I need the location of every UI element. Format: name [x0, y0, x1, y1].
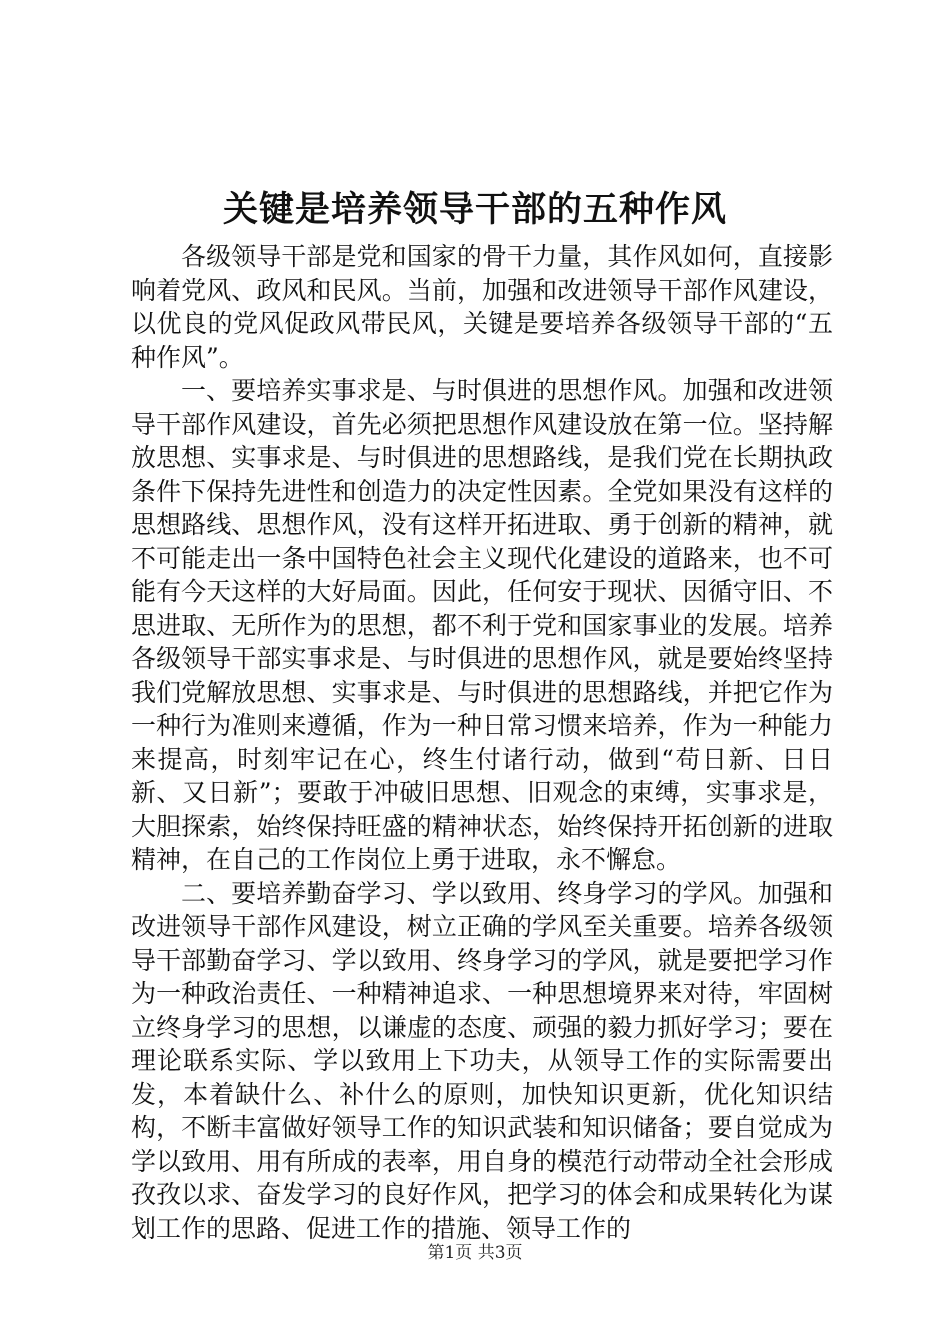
paragraph-section-2: 二、要培养勤奋学习、学以致用、终身学习的学风。加强和改进领导干部作风建设，树立正确的学风至关重要。培养各级领导干部勤奋学习、学以致用、终身学习的学风，就是要把学习作为一种政治责任、一种精神追求、一种思想境界来对待，牢固树立终身学习的思想，以谦虚的态度、顽强的毅力抓好学习；要在理论联系实际、学以致用上下功夫，从领导工作的实际需要出发，本着缺什么、补什么的原则，加快知识更新，优化知识结构，不断丰富做好领导工作的知识武装和知识储备；要自觉成为学以致用、用有所成的表率，用自身的模范行动带动全社会形成孜孜以求、奋发学习的良好作风，把学习的体会和成果转化为谋划工作的思路、促进工作的措施、领导工作的 [131, 878, 833, 1243]
document-title: 关键是培养领导干部的五种作风 [222, 189, 727, 230]
page-number-footer: 第1页 共3页 [427, 1243, 523, 1263]
paragraph-intro: 各级领导干部是党和国家的骨干力量，其作风如何，直接影响着党风、政风和民风。当前，加强和改进领导干部作风建设，以优良的党风促政风带民风，关键是要培养各级领导干部的“五种作风”。 [131, 242, 833, 372]
paragraph-section-1: 一、要培养实事求是、与时俱进的思想作风。加强和改进领导干部作风建设，首先必须把思想作风建设放在第一位。坚持解放思想、实事求是、与时俱进的思想路线，是我们党在长期执政条件下保持先进性和创造力的决定性因素。全党如果没有这样的思想路线、思想作风，没有这样开拓进取、勇于创新的精神，就不可能走出一条中国特色社会主义现代化建设的道路来，也不可能有今天这样的大好局面。因此，任何安于现状、因循守旧、不思进取、无所作为的思想，都不利于党和国家事业的发展。培养各级领导干部实事求是、与时俱进的思想作风，就是要始终坚持我们党解放思想、实事求是、与时俱进的思想路线，并把它作为一种行为准则来遵循，作为一种日常习惯来培养，作为一种能力来提高，时刻牢记在心，终生付诸行动，做到“苟日新、日日新、又日新”；要敢于冲破旧思想、旧观念的束缚，实事求是，大胆探索，始终保持旺盛的精神状态，始终保持开拓创新的进取精神，在自己的工作岗位上勇于进取，永不懈怠。 [131, 376, 833, 874]
document-body [131, 240, 833, 1245]
